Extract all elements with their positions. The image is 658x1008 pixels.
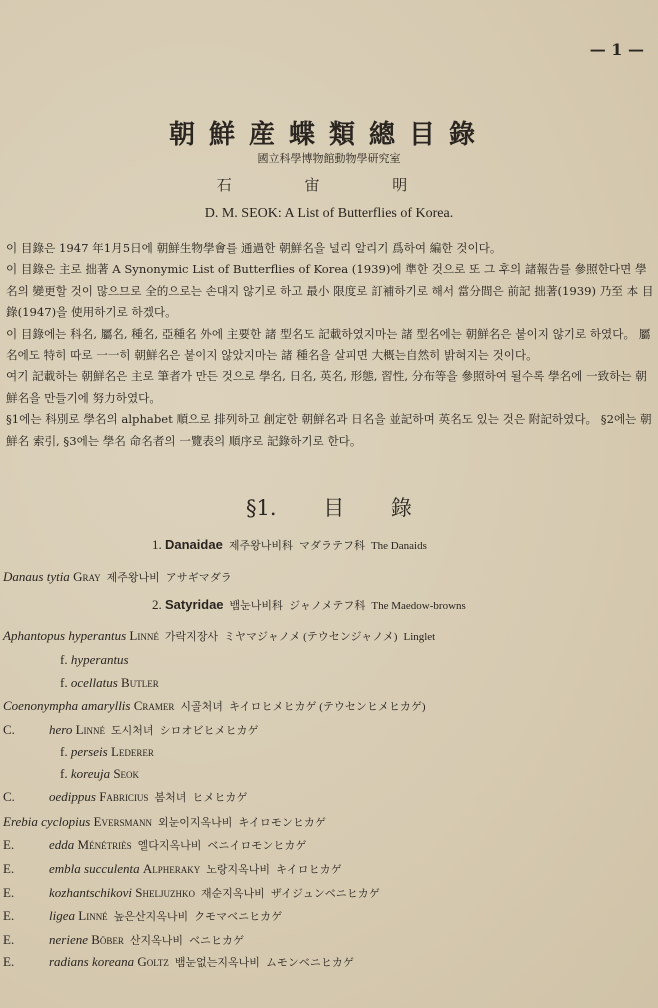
species-entry <box>3 789 247 805</box>
japanese-name: キイロヒカゲ <box>276 864 342 876</box>
japanese-name: シロオビヒメヒカゲ <box>159 725 259 737</box>
japanese-name: ザイジュンベニヒカゲ <box>270 888 380 900</box>
author-name: Alpheraky <box>142 861 201 876</box>
korean-name: 뱀눈없는지옥나비 <box>174 957 260 969</box>
author-name: Linné <box>75 722 106 737</box>
korean-name: 가락지장사 <box>164 631 218 643</box>
author-name: Fabricius <box>99 789 149 804</box>
genus-name: Aphantopus <box>3 628 69 643</box>
intro-paragraph: §1에는 科別로 學名의 alphabet 順으로 排列하고 創定한 朝鮮名과 日名을 並記하며 英名도 있는 것은 附記하였다。 §2에는 朝鮮名 索引, §3에는 學名 命名者의 一覽表의 順序로 記錄하기로 한다。 <box>6 412 652 448</box>
genus-abbreviation: E. <box>3 837 15 852</box>
form-marker: f. <box>60 675 71 690</box>
species-name: tytia <box>46 569 74 584</box>
species-name: perseis <box>70 744 111 759</box>
english-title: D. M. SEOK: A List of Butterflies of Korea. <box>204 206 454 221</box>
species-name: edda <box>49 837 78 852</box>
section-heading: §1. 目 錄 <box>246 496 412 520</box>
form-marker: f. <box>60 766 71 781</box>
genus-abbreviation: C. <box>3 789 15 804</box>
intro-paragraph: 여기 記載하는 朝鮮名은 主로 筆者가 만든 것으로 學名, 日名, 英名, 形態, 習性, 分布等을 參照하여 될수록 學名에 一致하는 朝鮮名을 만들기에 努力하였다。 <box>6 369 647 405</box>
korean-name: 도시처녀 <box>111 725 154 737</box>
korean-name: 높은산지옥나비 <box>113 911 189 923</box>
species-name: ligea <box>49 908 79 923</box>
species-name: koreuja <box>70 766 114 781</box>
japanese-name: キイロヒメヒカゲ (テウセンヒメヒカゲ) <box>228 701 426 713</box>
author-name: Gray <box>73 569 101 584</box>
species-entry <box>3 861 342 877</box>
species-entry <box>3 628 435 644</box>
species-name: radians koreana <box>49 954 138 969</box>
family-english-name: The Maedow-browns <box>371 600 466 612</box>
family-name: Satyridae <box>165 597 224 612</box>
korean-name: 재순지옥나비 <box>201 888 265 900</box>
author-name: Seok <box>113 766 140 781</box>
japanese-name: ヒメヒカゲ <box>192 792 248 804</box>
family-number: 2. <box>152 597 165 612</box>
form-marker: f. <box>60 744 71 759</box>
genus-abbreviation: E. <box>3 908 15 923</box>
species-name: cyclopius <box>41 814 94 829</box>
species-name: oedippus <box>49 789 100 804</box>
genus-name: Danaus <box>3 569 47 584</box>
genus-abbreviation: E. <box>3 954 15 969</box>
genus-abbreviation: E. <box>3 861 15 876</box>
species-name: ocellatus <box>70 675 122 690</box>
japanese-name: ミヤマジャノメ (テウセンジャノメ) <box>223 631 398 643</box>
species-entry <box>3 837 306 853</box>
author-name: Linné <box>129 628 159 643</box>
form-marker: f. <box>60 652 71 667</box>
author-name: Ménétriès <box>77 837 132 852</box>
species-name: hyperantus <box>68 628 130 643</box>
species-entry <box>3 744 154 760</box>
korean-name: 제주왕나비 <box>106 572 160 584</box>
genus-abbreviation: E. <box>3 932 15 947</box>
species-entry <box>3 722 259 738</box>
korean-name: 노랑지옥나비 <box>206 864 271 876</box>
genus-name: Coenonympha <box>3 698 82 713</box>
page-number: — 1 — <box>589 40 644 59</box>
korean-name: 엘다지옥나비 <box>137 840 202 852</box>
japanese-name: クモマベニヒカゲ <box>194 911 283 923</box>
intro-paragraph: 이 目錄은 主로 拙著 A Synonymic List of Butterflies of Korea (1939)에 準한 것으로 또 그 후의 諸報告를 參照한다면 學名의 變更할 것이 많으므로 全的으로는 손대지 않기로 하고 最小 限度로 訂補하기로 해서 當分間은 前記 拙著(1939) 乃至 本 目錄(1947)을 使用하기로 하겠다。 <box>6 262 654 320</box>
family-korean-name: 뱀눈나비科 <box>229 600 284 612</box>
intro-paragraph: 이 目錄은 1947 年1月5日에 朝鮮生物學會를 通過한 朝鮮名을 널리 알리기 爲하여 編한 것이다。 <box>6 241 502 255</box>
author-name: Goltz <box>137 954 169 969</box>
species-entry <box>3 698 426 714</box>
page-title: 朝鮮産蝶類總目錄 <box>168 120 489 150</box>
species-name: embla succulenta <box>49 861 143 876</box>
genus-abbreviation: E. <box>3 885 15 900</box>
species-entry <box>3 675 159 691</box>
species-name: kozhantschikovi <box>49 885 136 900</box>
affiliation: 國立科學博物館動物學研究室 <box>257 152 401 165</box>
family-number: 1. <box>152 537 165 552</box>
species-entry <box>3 932 244 948</box>
japanese-name: アサギマダラ <box>165 572 232 584</box>
japanese-name: ベニヒカゲ <box>189 935 245 947</box>
species-entry <box>3 908 282 924</box>
species-entry <box>3 814 326 830</box>
japanese-name: ムモンベニヒカゲ <box>265 957 354 969</box>
author-name: Butler <box>121 675 159 690</box>
species-entry <box>3 954 354 970</box>
species-entry <box>3 766 139 782</box>
author-name: 石 宙 明 <box>216 176 442 194</box>
species-entry <box>3 569 232 585</box>
species-name: neriene <box>49 932 92 947</box>
species-entry <box>3 885 380 901</box>
korean-name: 외눈이지옥나비 <box>157 817 233 829</box>
author-name: Cramer <box>133 698 175 713</box>
korean-name: 시골처녀 <box>180 701 223 713</box>
family-name: Danaidae <box>165 537 223 552</box>
author-name: Lederer <box>110 744 154 759</box>
intro-paragraph: 이 目錄에는 科名, 屬名, 種名, 亞種名 外에 主要한 諸 型名도 記載하였지마는 諸 型名에는 朝鮮名은 붙이지 않기로 하였다。 屬名에도 特히 따로 一一히 朝鮮名은 붙이지 않았지마는 諸 種名을 살피면 大概는自然히 밝혀지는 것이다。 <box>6 326 651 363</box>
family-heading <box>152 537 427 553</box>
species-name: hero <box>49 722 76 737</box>
genus-abbreviation: C. <box>3 722 15 737</box>
species-name: hyperantus <box>70 652 129 667</box>
genus-name: Erebia <box>3 814 42 829</box>
family-korean-name: 제주왕나비科 <box>228 540 293 552</box>
author-name: Linné <box>78 908 108 923</box>
korean-name: 산지옥나비 <box>129 935 184 947</box>
species-entry <box>3 652 129 668</box>
species-name: amaryllis <box>81 698 134 713</box>
japanese-name: ベニイロモンヒカゲ <box>207 840 307 852</box>
author-name: Eversmann <box>93 814 152 829</box>
family-japanese-name: ジャノメテフ科 <box>289 600 366 612</box>
family-english-name: The Danaids <box>370 540 427 552</box>
author-name: Böber <box>91 932 124 947</box>
japanese-name: キイロモンヒカゲ <box>238 817 326 829</box>
introduction <box>6 238 654 452</box>
family-japanese-name: マダラテフ科 <box>298 540 365 552</box>
author-name: Sheljuzhko <box>135 885 196 900</box>
family-heading <box>152 597 466 613</box>
english-name: Linglet <box>403 631 436 643</box>
korean-name: 봄처녀 <box>154 792 187 804</box>
